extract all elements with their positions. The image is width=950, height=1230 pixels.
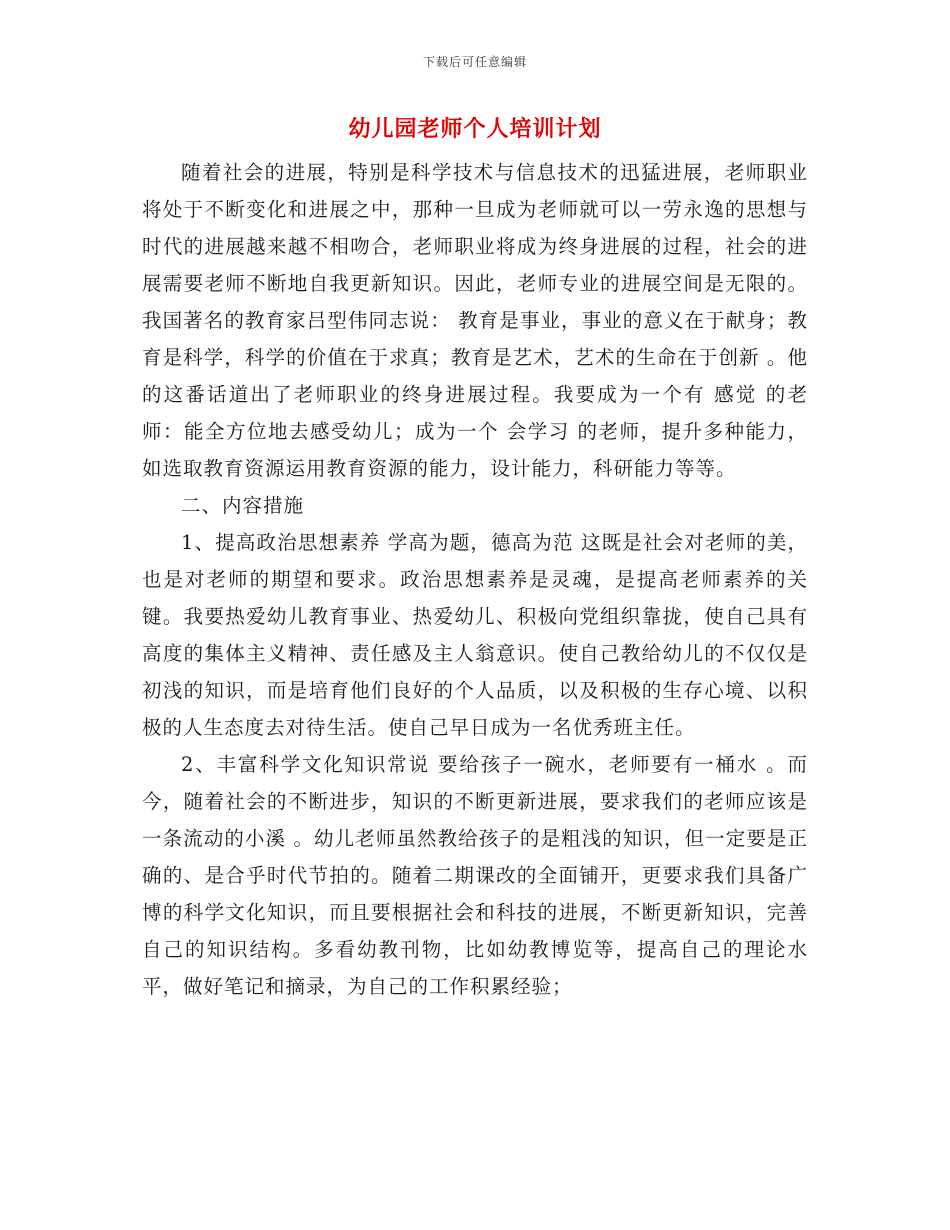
document-body [142, 154, 808, 1005]
header-note: 下载后可任意编辑 [422, 55, 527, 69]
measure-paragraph-2: 2、丰富科学文化知识常说 要给孩子一碗水，老师要有一桶水 。而今，随着社会的不断进步，知识的不断更新进展，要求我们的老师应该是 一条流动的小溪 。幼儿老师虽然教给孩子的是粗浅的知识，但一定要是正确的、是合乎时代节拍的。随着二期课改的全面铺开，更要求我们具备广博的科学文化知识，而且要根据社会和科技的进展，不断更新知识，完善自己的知识结构。多看幼教刊物，比如幼教博览等，提高自己的理论水平，做好笔记和摘录，为自己的工作积累经验； [142, 753, 808, 998]
measure-paragraph-1: 1、提高政治思想素养 学高为题，德高为范 这既是社会对老师的美，也是对老师的期望和要求。政治思想素养是灵魂，是提高老师素养的关键。我要热爱幼儿教育事业、热爱幼儿、积极向党组织靠拢，使自己具有高度的集体主义精神、责任感及主人翁意识。使自己教给幼儿的不仅仅是初浅的知识，而是培育他们良好的个人品质，以及积极的生存心境、以积极的人生态度去对待生活。使自己早日成为一名优秀班主任。 [142, 531, 808, 739]
document-title: 幼儿园老师个人培训计划 [348, 116, 602, 142]
intro-paragraph: 随着社会的进展，特别是科学技术与信息技术的迅猛进展，老师职业将处于不断变化和进展之中，那种一旦成为老师就可以一劳永逸的思想与时代的进展越来越不相吻合，老师职业将成为终身进展的过程，社会的进展需要老师不断地自我更新知识。因此，老师专业的进展空间是无限的。我国著名的教育家吕型伟同志说： 教育是事业，事业的意义在于献身；教育是科学，科学的价值在于求真；教育是艺术，艺术的生命在于创新 。他的这番话道出了老师职业的终身进展过程。我要成为一个有 感觉 的老师：能全方位地去感受幼儿；成为一个 会学习 的老师，提升多种能力，如选取教育资源运用教育资源的能力，设计能力，科研能力等等。 [142, 161, 808, 480]
section-heading: 二、内容措施 [181, 494, 305, 517]
